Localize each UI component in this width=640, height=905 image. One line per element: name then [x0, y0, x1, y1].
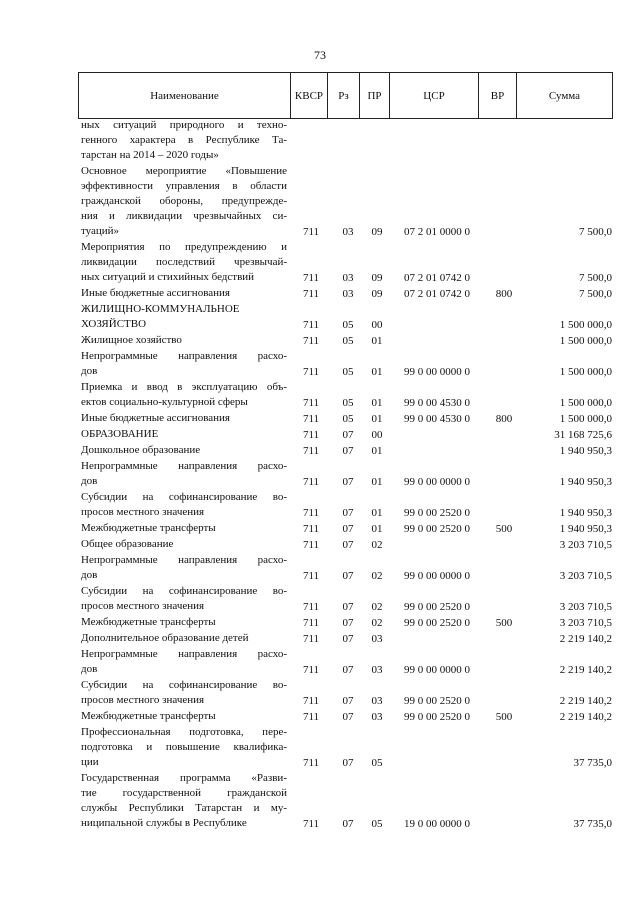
row-pr: 01 — [371, 397, 383, 409]
row-vr: 500 — [495, 617, 513, 629]
row-name — [81, 490, 287, 520]
row-pr: 05 — [371, 757, 383, 769]
row-csr: 99 0 00 0000 0 — [404, 570, 470, 582]
row-rz: 03 — [342, 226, 354, 238]
row-kvsr: 711 — [302, 507, 320, 519]
row-pr: 03 — [371, 633, 383, 645]
row-name — [81, 118, 287, 163]
row-kvsr: 711 — [302, 818, 320, 830]
row-name-line: Основное мероприятие «Повышение — [81, 165, 287, 177]
table-row — [0, 584, 640, 615]
row-name — [81, 631, 287, 646]
row-kvsr: 711 — [302, 757, 320, 769]
row-name-line: ния и ликвидации чрезвычайных си- — [81, 210, 287, 222]
row-name-line: генного характера в Республике Та- — [81, 134, 287, 146]
header-name: Наименование — [79, 73, 291, 119]
row-name-line: Непрограммные направления расхо- — [81, 554, 287, 566]
table-header — [78, 72, 613, 119]
row-kvsr: 711 — [302, 476, 320, 488]
table-row — [0, 709, 640, 725]
row-name-line: Общее образование — [81, 538, 174, 550]
row-csr: 99 0 00 2520 0 — [404, 523, 470, 535]
row-sum: 37 735,0 — [573, 757, 612, 769]
row-name-line: Непрограммные направления расхо- — [81, 460, 287, 472]
table-body — [0, 118, 640, 832]
row-pr: 05 — [371, 818, 383, 830]
row-name-line: ЖИЛИЩНО-КОММУНАЛЬНОЕ — [81, 303, 240, 315]
row-sum: 7 500,0 — [579, 288, 612, 300]
row-sum: 37 735,0 — [573, 818, 612, 830]
row-sum: 7 500,0 — [579, 272, 612, 284]
header-pr: ПР — [360, 73, 390, 119]
row-name-line: туаций» — [81, 225, 120, 237]
table-row — [0, 678, 640, 709]
row-kvsr: 711 — [302, 366, 320, 378]
row-name — [81, 615, 287, 630]
row-rz: 07 — [342, 695, 354, 707]
header-kvsr: КВСР — [291, 73, 328, 119]
row-name-line: Государственная программа «Разви- — [81, 772, 287, 784]
table-row — [0, 647, 640, 678]
row-csr: 99 0 00 4530 0 — [404, 413, 470, 425]
row-csr: 99 0 00 2520 0 — [404, 695, 470, 707]
row-kvsr: 711 — [302, 319, 320, 331]
row-kvsr: 711 — [302, 695, 320, 707]
row-pr: 03 — [371, 711, 383, 723]
row-name — [81, 443, 287, 458]
row-rz: 05 — [342, 397, 354, 409]
row-name-line: ликвидации последствий чрезвычай- — [81, 256, 287, 268]
row-name-line: Приемка и ввод в эксплуатацию объ- — [81, 381, 287, 393]
row-rz: 07 — [342, 711, 354, 723]
row-name — [81, 349, 287, 379]
row-sum: 1 500 000,0 — [559, 366, 612, 378]
row-rz: 05 — [342, 366, 354, 378]
row-name — [81, 647, 287, 677]
row-kvsr: 711 — [302, 226, 320, 238]
row-sum: 7 500,0 — [579, 226, 612, 238]
row-name — [81, 584, 287, 614]
table-row — [0, 240, 640, 286]
row-name-line: дов — [81, 569, 98, 581]
row-name-line: ции — [81, 756, 99, 768]
row-name-line: Субсидии на софинансирование во- — [81, 585, 287, 597]
table-row — [0, 118, 640, 164]
row-rz: 03 — [342, 288, 354, 300]
row-csr: 07 2 01 0000 0 — [404, 226, 470, 238]
row-name — [81, 678, 287, 708]
row-name-line: тие государственной гражданской — [81, 787, 287, 799]
row-rz: 07 — [342, 476, 354, 488]
row-pr: 09 — [371, 226, 383, 238]
row-pr: 03 — [371, 664, 383, 676]
row-name-line: ектов социально-культурной сферы — [81, 396, 248, 408]
row-name — [81, 240, 287, 285]
table-row — [0, 333, 640, 349]
row-csr: 99 0 00 0000 0 — [404, 664, 470, 676]
row-sum: 2 219 140,2 — [559, 633, 612, 645]
row-name-line: ниципальной службы в Республике — [81, 817, 247, 829]
table-row — [0, 490, 640, 521]
table-row — [0, 725, 640, 771]
row-sum: 1 500 000,0 — [559, 319, 612, 331]
row-name-line: дов — [81, 475, 98, 487]
row-name — [81, 427, 287, 442]
row-sum: 3 203 710,5 — [559, 539, 612, 551]
row-name-line: подготовка и повышение квалифика- — [81, 741, 287, 753]
row-sum: 2 219 140,2 — [559, 711, 612, 723]
table-row — [0, 286, 640, 302]
row-name-line: дов — [81, 663, 98, 675]
row-rz: 07 — [342, 818, 354, 830]
table-row — [0, 771, 640, 832]
row-kvsr: 711 — [302, 601, 320, 613]
row-name-line: ных ситуаций природного и техно- — [81, 119, 287, 131]
table-row — [0, 631, 640, 647]
row-rz: 05 — [342, 335, 354, 347]
row-vr: 500 — [495, 711, 513, 723]
row-sum: 1 500 000,0 — [559, 397, 612, 409]
row-pr: 01 — [371, 507, 383, 519]
row-rz: 07 — [342, 507, 354, 519]
row-sum: 31 168 725,6 — [554, 429, 612, 441]
row-name-line: Дополнительное образование детей — [81, 632, 249, 644]
row-name — [81, 164, 287, 239]
row-csr: 99 0 00 2520 0 — [404, 711, 470, 723]
row-name — [81, 302, 287, 332]
row-pr: 01 — [371, 445, 383, 457]
row-kvsr: 711 — [302, 272, 320, 284]
row-rz: 07 — [342, 633, 354, 645]
header-csr: ЦСР — [390, 73, 479, 119]
row-name-line: просов местного значения — [81, 506, 205, 518]
row-pr: 01 — [371, 413, 383, 425]
row-pr: 00 — [371, 429, 383, 441]
row-rz: 07 — [342, 664, 354, 676]
table-row — [0, 349, 640, 380]
row-kvsr: 711 — [302, 397, 320, 409]
row-rz: 07 — [342, 601, 354, 613]
table-row — [0, 302, 640, 333]
row-kvsr: 711 — [302, 445, 320, 457]
row-sum: 1 500 000,0 — [559, 413, 612, 425]
row-name-line: Иные бюджетные ассигнования — [81, 287, 230, 299]
row-name-line: тарстан на 2014 – 2020 годы» — [81, 149, 219, 161]
row-kvsr: 711 — [302, 633, 320, 645]
table-row — [0, 459, 640, 490]
row-name-line: Субсидии на софинансирование во- — [81, 679, 287, 691]
row-name-line: Профессиональная подготовка, пере- — [81, 726, 287, 738]
row-name — [81, 725, 287, 770]
row-name — [81, 537, 287, 552]
row-rz: 07 — [342, 570, 354, 582]
row-csr: 07 2 01 0742 0 — [404, 272, 470, 284]
row-kvsr: 711 — [302, 335, 320, 347]
row-sum: 1 940 950,3 — [559, 445, 612, 457]
row-sum: 3 203 710,5 — [559, 570, 612, 582]
row-name-line: просов местного значения — [81, 600, 205, 612]
row-name-line: Жилищное хозяйство — [81, 334, 182, 346]
row-name-line: гражданской обороны, предупрежде- — [81, 195, 287, 207]
row-pr: 01 — [371, 335, 383, 347]
row-name — [81, 286, 287, 301]
row-pr: 09 — [371, 288, 383, 300]
row-pr: 00 — [371, 319, 383, 331]
table-row — [0, 380, 640, 411]
row-kvsr: 711 — [302, 539, 320, 551]
header-sum: Сумма — [517, 73, 613, 119]
row-kvsr: 711 — [302, 664, 320, 676]
row-name — [81, 380, 287, 410]
row-name — [81, 709, 287, 724]
row-vr: 800 — [495, 413, 513, 425]
row-name-line: Субсидии на софинансирование во- — [81, 491, 287, 503]
row-name-line: Дошкольное образование — [81, 444, 201, 456]
table-row — [0, 164, 640, 240]
row-name-line: Межбюджетные трансферты — [81, 522, 216, 534]
row-sum: 2 219 140,2 — [559, 664, 612, 676]
row-pr: 02 — [371, 570, 383, 582]
table-row — [0, 553, 640, 584]
row-name — [81, 553, 287, 583]
row-name-line: дов — [81, 365, 98, 377]
row-csr: 99 0 00 0000 0 — [404, 476, 470, 488]
row-name-line: ных ситуаций и стихийных бедствий — [81, 271, 255, 283]
row-name-line: эффективности управления в области — [81, 180, 287, 192]
header-rz: Рз — [328, 73, 360, 119]
row-name — [81, 521, 287, 536]
row-name — [81, 771, 287, 831]
row-rz: 05 — [342, 319, 354, 331]
row-rz: 03 — [342, 272, 354, 284]
row-kvsr: 711 — [302, 413, 320, 425]
row-name-line: Непрограммные направления расхо- — [81, 648, 287, 660]
row-vr: 800 — [495, 288, 513, 300]
row-csr: 19 0 00 0000 0 — [404, 818, 470, 830]
row-rz: 07 — [342, 539, 354, 551]
row-sum: 1 500 000,0 — [559, 335, 612, 347]
row-sum: 3 203 710,5 — [559, 617, 612, 629]
row-csr: 99 0 00 4530 0 — [404, 397, 470, 409]
row-name-line: просов местного значения — [81, 694, 205, 706]
row-kvsr: 711 — [302, 429, 320, 441]
row-sum: 3 203 710,5 — [559, 601, 612, 613]
row-pr: 01 — [371, 523, 383, 535]
row-rz: 07 — [342, 523, 354, 535]
row-rz: 05 — [342, 413, 354, 425]
table-row — [0, 521, 640, 537]
row-sum: 1 940 950,3 — [559, 476, 612, 488]
row-rz: 07 — [342, 429, 354, 441]
row-pr: 02 — [371, 539, 383, 551]
table-row — [0, 411, 640, 427]
row-pr: 01 — [371, 366, 383, 378]
row-pr: 03 — [371, 695, 383, 707]
row-rz: 07 — [342, 617, 354, 629]
row-sum: 1 940 950,3 — [559, 507, 612, 519]
row-csr: 07 2 01 0742 0 — [404, 288, 470, 300]
row-name-line: Иные бюджетные ассигнования — [81, 412, 230, 424]
row-vr: 500 — [495, 523, 513, 535]
row-kvsr: 711 — [302, 523, 320, 535]
row-pr: 09 — [371, 272, 383, 284]
row-csr: 99 0 00 2520 0 — [404, 617, 470, 629]
table-row — [0, 615, 640, 631]
row-pr: 01 — [371, 476, 383, 488]
row-name-line: службы Республики Татарстан и му- — [81, 802, 287, 814]
row-name — [81, 459, 287, 489]
table-row — [0, 443, 640, 459]
row-name-line: Непрограммные направления расхо- — [81, 350, 287, 362]
row-name — [81, 333, 287, 348]
row-pr: 02 — [371, 601, 383, 613]
row-rz: 07 — [342, 757, 354, 769]
row-kvsr: 711 — [302, 617, 320, 629]
header-vr: ВР — [479, 73, 517, 119]
table-row — [0, 427, 640, 443]
row-csr: 99 0 00 0000 0 — [404, 366, 470, 378]
row-csr: 99 0 00 2520 0 — [404, 601, 470, 613]
row-name-line: Межбюджетные трансферты — [81, 616, 216, 628]
row-name-line: ХОЗЯЙСТВО — [81, 318, 147, 330]
row-name — [81, 411, 287, 426]
row-kvsr: 711 — [302, 288, 320, 300]
row-name-line: Межбюджетные трансферты — [81, 710, 216, 722]
row-sum: 2 219 140,2 — [559, 695, 612, 707]
row-kvsr: 711 — [302, 711, 320, 723]
table-row — [0, 537, 640, 553]
row-sum: 1 940 950,3 — [559, 523, 612, 535]
row-csr: 99 0 00 2520 0 — [404, 507, 470, 519]
row-name-line: Мероприятия по предупреждению и — [81, 241, 287, 253]
row-pr: 02 — [371, 617, 383, 629]
row-kvsr: 711 — [302, 570, 320, 582]
row-rz: 07 — [342, 445, 354, 457]
row-name-line: ОБРАЗОВАНИЕ — [81, 428, 159, 440]
page-number: 73 — [314, 48, 326, 62]
